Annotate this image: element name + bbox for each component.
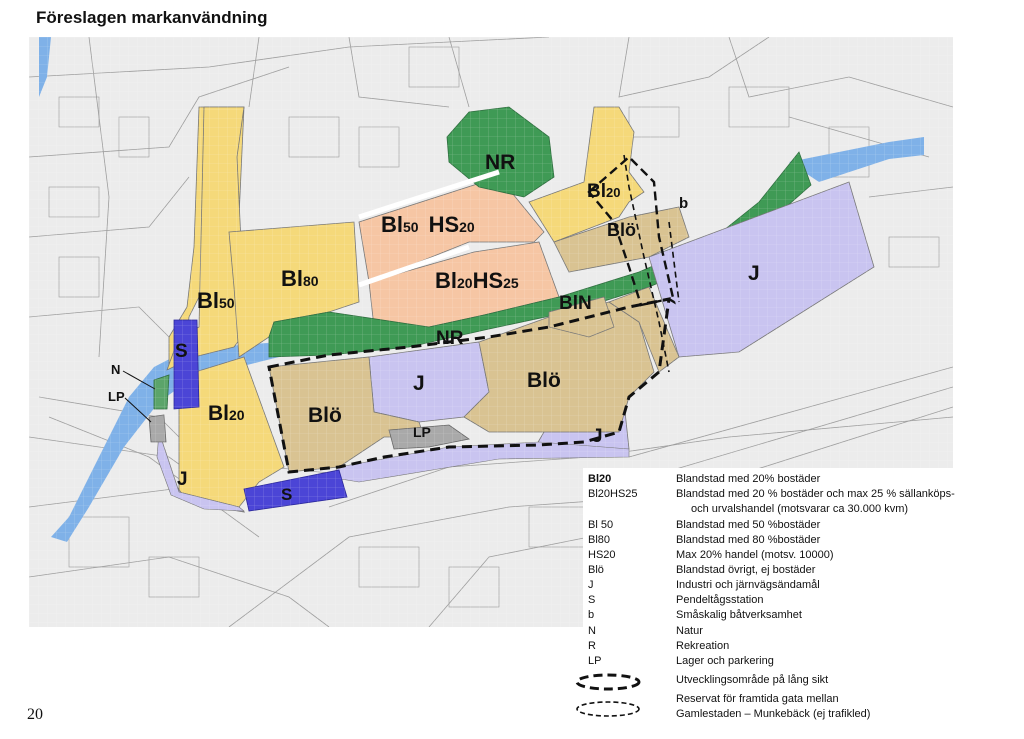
legend-desc: Utvecklingsområde på lång sikt	[676, 674, 829, 686]
legend-code: LP	[588, 655, 602, 667]
legend-desc: Reservat för framtida gata mellan	[676, 693, 839, 705]
label-blo-west: Blö	[308, 404, 342, 427]
legend-desc: Industri och järnvägsändamål	[676, 579, 820, 591]
label-bl20-ne: Bl20	[587, 181, 621, 202]
legend-desc: Gamlestaden – Munkebäck (ej trafikled)	[676, 708, 871, 720]
legend-code: Blö	[588, 564, 604, 576]
label-bl20-hs25: Bl20HS25	[435, 268, 519, 293]
label-j-south: J	[592, 426, 603, 447]
legend-desc: Blandstad med 20% bostäder	[676, 473, 821, 485]
label-j-east: J	[748, 262, 760, 285]
legend-desc: Pendeltågsstation	[676, 594, 764, 606]
map-title: Föreslagen markanvändning	[36, 8, 268, 27]
label-j-middle: J	[413, 372, 425, 395]
label-blo-center: Blö	[527, 369, 561, 392]
legend	[583, 468, 1023, 733]
legend-desc: Rekreation	[676, 640, 730, 652]
label-lp-center: LP	[413, 424, 431, 440]
label-bl50-hs20: Bl50 HS20	[381, 212, 475, 237]
legend-code: Bl20HS25	[588, 488, 638, 500]
legend-code: R	[588, 640, 596, 652]
legend-code: S	[588, 594, 596, 606]
legend-desc: Blandstad övrigt, ej bostäder	[676, 564, 816, 576]
legend-desc: Max 20% handel (motsv. 10000)	[676, 549, 834, 561]
label-s-north: S	[175, 341, 188, 362]
label-s-south: S	[281, 485, 293, 504]
label-bl50-west: Bl50	[197, 288, 235, 313]
legend-code: N	[588, 625, 596, 637]
label-blo-ne: Blö	[607, 220, 636, 240]
label-nr-river: NR	[436, 328, 464, 349]
label-nr-top: NR	[485, 151, 516, 174]
dashed-ellipse-thick-icon	[573, 671, 643, 693]
label-bln: BlN	[559, 293, 592, 314]
legend-code: Bl20	[588, 473, 612, 485]
legend-code: Bl80	[588, 534, 611, 546]
legend-code: J	[588, 579, 594, 591]
label-lp-west: LP	[108, 389, 125, 404]
label-bl80: Bl80	[281, 266, 319, 291]
legend-code: b	[588, 609, 595, 621]
legend-desc: Småskalig båtverksamhet	[676, 609, 802, 621]
page-number: 20	[27, 706, 43, 723]
legend-code: Bl 50	[588, 519, 614, 531]
dashed-ellipse-thin-icon	[573, 698, 643, 720]
legend-desc: Natur	[676, 625, 703, 637]
label-n-west: N	[111, 362, 121, 377]
label-j-west: J	[177, 469, 188, 490]
legend-desc: och urvalshandel (motsvarar ca 30.000 kvm)	[691, 503, 909, 515]
legend-code: HS20	[588, 549, 616, 561]
legend-desc: Blandstad med 50 %bostäder	[676, 519, 821, 531]
legend-desc: Blandstad med 20 % bostäder och max 25 % sällanköps-	[676, 488, 955, 500]
legend-desc: Lager och parkering	[676, 655, 774, 667]
label-b-east: b	[679, 195, 689, 212]
label-bl20-west: Bl20	[208, 402, 245, 425]
legend-desc: Blandstad med 80 %bostäder	[676, 534, 821, 546]
